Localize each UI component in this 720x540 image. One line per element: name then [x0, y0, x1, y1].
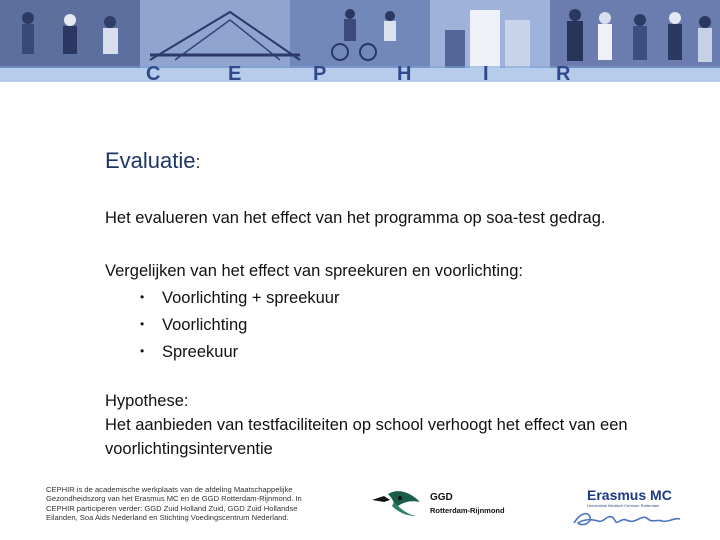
bullet-icon: • — [140, 290, 145, 304]
header-letter: I — [483, 63, 489, 85]
footer-note-line: Gezondheidszorg van het Erasmus MC en de GGD Rotterdam-Rijnmond. In — [46, 494, 302, 504]
slide-title-text: Evaluatie — [105, 148, 196, 173]
bullet-icon: • — [140, 317, 145, 331]
hypothesis-label: Hypothese: — [105, 392, 189, 410]
cephir-letters — [0, 63, 720, 85]
bullet-text: Voorlichting + spreekuur — [162, 289, 340, 307]
bullet-item — [140, 338, 339, 365]
ggd-region: Rotterdam-Rijnmond — [430, 506, 505, 515]
banner-photo-collage — [0, 0, 720, 68]
footer-note-line: Eilanden, Soa Aids Nederland en Stichting Voedingscentrum Nederland. — [46, 512, 289, 522]
header-letter: C — [146, 63, 161, 85]
slide-title-colon: : — [195, 152, 201, 172]
footer-note — [46, 485, 331, 522]
header-letter: E — [228, 63, 242, 85]
goal-paragraph: Het evalueren van het effect van het programma op soa-test gedrag. — [105, 209, 606, 227]
footer-note-line: CEPHIR participeren verder: GGD Zuid Holland Zuid, GGD Zuid Hollandse — [46, 503, 298, 513]
comparison-bullet-list — [140, 284, 339, 365]
header-letter: P — [313, 63, 327, 85]
hypothesis-line: Het aanbieden van testfaciliteiten op school verhoogt het effect van een — [105, 416, 628, 434]
header-letter: R — [556, 63, 571, 85]
header-photo-banner — [0, 0, 720, 68]
bullet-text: Voorlichting — [162, 316, 248, 334]
slide-title — [105, 148, 201, 174]
footer-note-line: CEPHIR is de academische werkplaats van de afdeling Maatschappelijke — [46, 485, 293, 494]
hypothesis-line: voorlichtingsinterventie — [105, 440, 273, 458]
ggd-name: GGD — [430, 492, 453, 503]
ggd-logo — [370, 488, 520, 520]
comparison-paragraph: Vergelijken van het effect van spreekuren en voorlichting: — [105, 262, 523, 280]
erasmus-signature-icon — [570, 509, 690, 529]
erasmus-mc-logo — [570, 485, 690, 530]
hypothesis-block — [105, 389, 628, 461]
bullet-item — [140, 311, 339, 338]
erasmus-mc-tagline: Universitair Medisch Centrum Rotterdam — [587, 503, 660, 508]
bullet-icon: • — [140, 344, 145, 358]
bullet-item — [140, 284, 339, 311]
bullet-text: Spreekuur — [162, 343, 239, 361]
header-letter: H — [397, 63, 412, 85]
ggd-bird-icon — [370, 488, 426, 518]
erasmus-mc-name: Erasmus MC — [587, 487, 672, 503]
